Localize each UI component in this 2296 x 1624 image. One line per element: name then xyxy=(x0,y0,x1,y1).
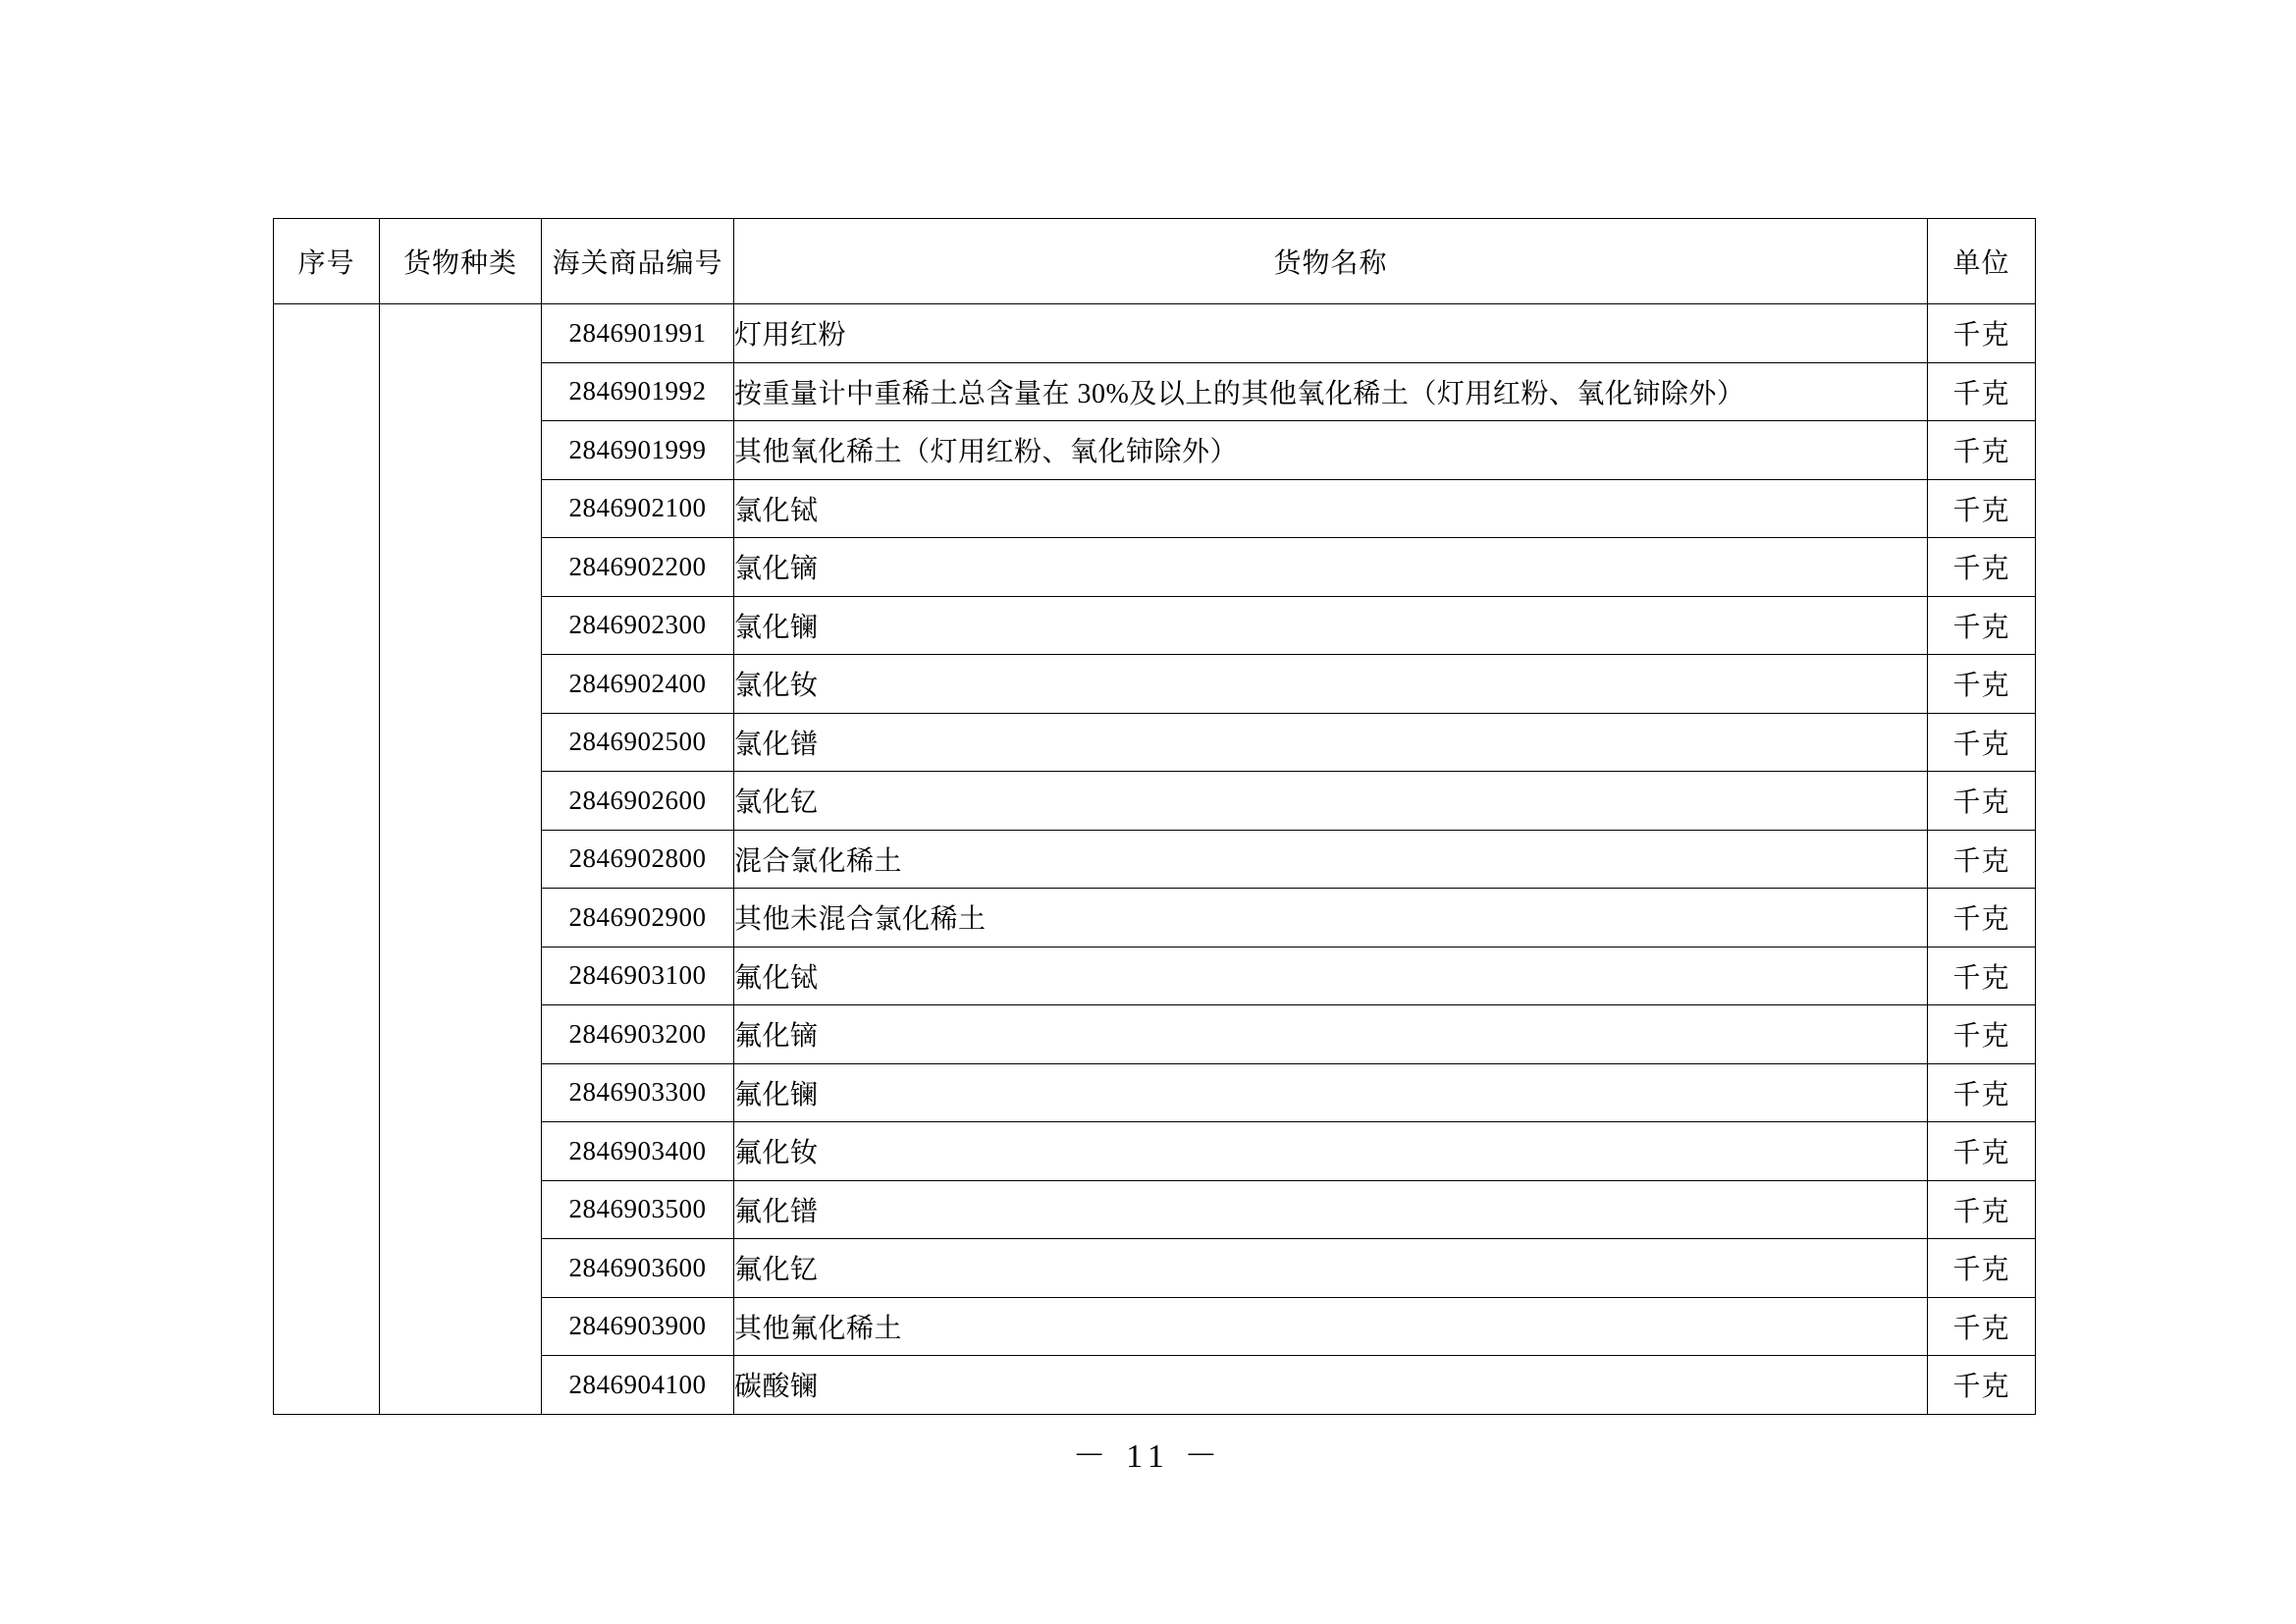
cell-unit: 千克 xyxy=(1928,421,2036,480)
cell-unit: 千克 xyxy=(1928,830,2036,889)
cell-goods-name: 其他氧化稀土（灯用红粉、氧化铈除外） xyxy=(734,421,1928,480)
table-row xyxy=(274,304,2036,363)
cell-unit: 千克 xyxy=(1928,1239,2036,1298)
cell-goods-name: 混合氯化稀土 xyxy=(734,830,1928,889)
cell-customs-code: 2846901999 xyxy=(542,421,734,480)
cell-goods-name: 氟化镝 xyxy=(734,1005,1928,1064)
cell-unit: 千克 xyxy=(1928,655,2036,714)
column-header-code: 海关商品编号 xyxy=(542,219,734,304)
cell-unit: 千克 xyxy=(1928,1180,2036,1239)
cell-customs-code: 2846903100 xyxy=(542,947,734,1005)
cell-goods-name: 其他未混合氯化稀土 xyxy=(734,889,1928,947)
cell-unit: 千克 xyxy=(1928,1356,2036,1415)
cell-customs-code: 2846902600 xyxy=(542,772,734,831)
goods-table xyxy=(273,218,2036,1415)
cell-goods-name: 氯化钇 xyxy=(734,772,1928,831)
column-header-unit: 单位 xyxy=(1928,219,2036,304)
cell-customs-code: 2846903200 xyxy=(542,1005,734,1064)
cell-customs-code: 2846902100 xyxy=(542,479,734,538)
cell-goods-name: 氯化钕 xyxy=(734,655,1928,714)
cell-goods-name: 氯化镝 xyxy=(734,538,1928,597)
table-body xyxy=(274,304,2036,1415)
cell-customs-code: 2846902200 xyxy=(542,538,734,597)
cell-unit: 千克 xyxy=(1928,1122,2036,1181)
cell-goods-name: 氯化铽 xyxy=(734,479,1928,538)
column-header-seq: 序号 xyxy=(274,219,380,304)
cell-customs-code: 2846902300 xyxy=(542,596,734,655)
cell-unit: 千克 xyxy=(1928,1063,2036,1122)
cell-unit: 千克 xyxy=(1928,947,2036,1005)
cell-goods-name: 碳酸镧 xyxy=(734,1356,1928,1415)
cell-goods-name: 氟化钕 xyxy=(734,1122,1928,1181)
cell-unit: 千克 xyxy=(1928,1005,2036,1064)
cell-unit: 千克 xyxy=(1928,538,2036,597)
cell-customs-code: 2846902500 xyxy=(542,713,734,772)
cell-goods-name: 按重量计中重稀土总含量在 30%及以上的其他氧化稀土（灯用红粉、氧化铈除外） xyxy=(734,362,1928,421)
cell-unit: 千克 xyxy=(1928,772,2036,831)
cell-customs-code: 2846903900 xyxy=(542,1297,734,1356)
goods-table-container xyxy=(273,218,2035,1415)
cell-goods-name: 氟化铽 xyxy=(734,947,1928,1005)
cell-unit: 千克 xyxy=(1928,479,2036,538)
cell-seq xyxy=(274,304,380,1415)
cell-customs-code: 2846902900 xyxy=(542,889,734,947)
cell-unit: 千克 xyxy=(1928,362,2036,421)
cell-customs-code: 2846903500 xyxy=(542,1180,734,1239)
table-header-row xyxy=(274,219,2036,304)
cell-goods-name: 灯用红粉 xyxy=(734,304,1928,363)
cell-goods-name: 氟化镨 xyxy=(734,1180,1928,1239)
column-header-kind: 货物种类 xyxy=(380,219,542,304)
cell-unit: 千克 xyxy=(1928,889,2036,947)
cell-goods-name: 其他氟化稀土 xyxy=(734,1297,1928,1356)
cell-customs-code: 2846903300 xyxy=(542,1063,734,1122)
cell-unit: 千克 xyxy=(1928,713,2036,772)
cell-goods-name: 氟化钇 xyxy=(734,1239,1928,1298)
cell-customs-code: 2846904100 xyxy=(542,1356,734,1415)
cell-unit: 千克 xyxy=(1928,1297,2036,1356)
cell-customs-code: 2846902400 xyxy=(542,655,734,714)
cell-customs-code: 2846903400 xyxy=(542,1122,734,1181)
cell-customs-code: 2846901992 xyxy=(542,362,734,421)
cell-unit: 千克 xyxy=(1928,596,2036,655)
cell-unit: 千克 xyxy=(1928,304,2036,363)
cell-customs-code: 2846902800 xyxy=(542,830,734,889)
cell-customs-code: 2846903600 xyxy=(542,1239,734,1298)
page-number: － 11 － xyxy=(1072,1438,1224,1475)
cell-kind xyxy=(380,304,542,1415)
cell-customs-code: 2846901991 xyxy=(542,304,734,363)
column-header-name: 货物名称 xyxy=(734,219,1928,304)
table-header xyxy=(274,219,2036,304)
cell-goods-name: 氟化镧 xyxy=(734,1063,1928,1122)
cell-goods-name: 氯化镨 xyxy=(734,713,1928,772)
cell-goods-name: 氯化镧 xyxy=(734,596,1928,655)
